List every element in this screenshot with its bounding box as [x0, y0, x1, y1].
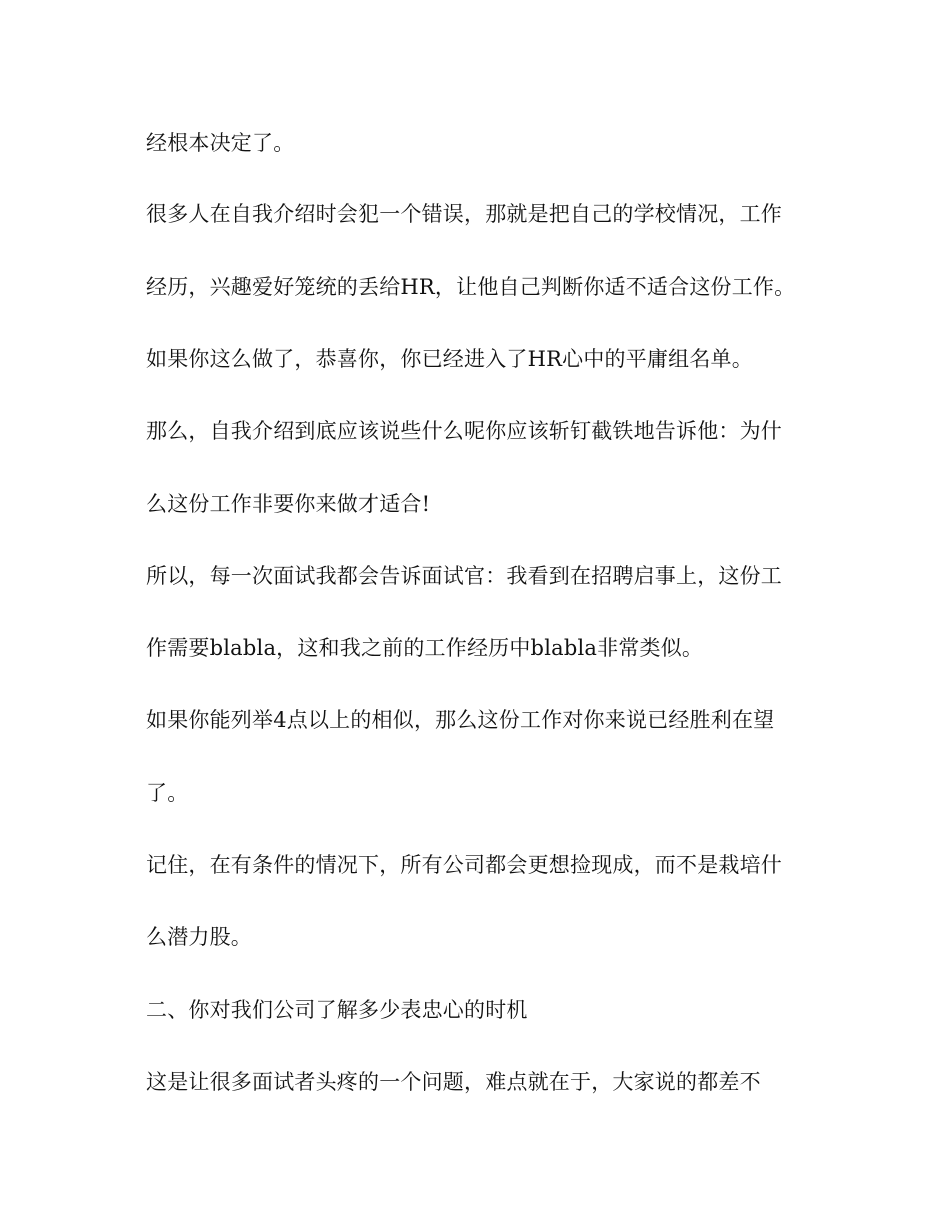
text-line: 经历，兴趣爱好笼统的丢给HR，让他自己判断你适不适合这份工作。	[146, 275, 796, 299]
text-line: 经根本决定了。	[146, 131, 295, 155]
text-line: 很多人在自我介绍时会犯一个错误，那就是把自己的学校情况，工作	[146, 202, 782, 226]
text-line: 那么，自我介绍到底应该说些什么呢你应该斩钉截铁地告诉他：为什	[146, 419, 782, 443]
section-heading: 二、你对我们公司了解多少表忠心的时机	[146, 998, 528, 1022]
text-line: 如果你能列举4点以上的相似，那么这份工作对你来说已经胜利在望	[146, 708, 775, 732]
text-line: 如果你这么做了，恭喜你，你已经进入了HR心中的平庸组名单。	[146, 347, 753, 371]
text-line: 这是让很多面试者头疼的一个问题，难点就在于，大家说的都差不	[146, 1070, 761, 1094]
text-line: 了。	[146, 781, 189, 805]
text-line: 么潜力股。	[146, 925, 252, 949]
text-line: 作需要blabla，这和我之前的工作经历中blabla非常类似。	[146, 636, 704, 660]
text-line: 么这份工作非要你来做才适合!	[146, 492, 431, 516]
text-line: 记住，在有条件的情况下，所有公司都会更想捡现成，而不是栽培什	[146, 853, 782, 877]
text-line: 所以，每一次面试我都会告诉面试官：我看到在招聘启事上，这份工	[146, 564, 782, 588]
